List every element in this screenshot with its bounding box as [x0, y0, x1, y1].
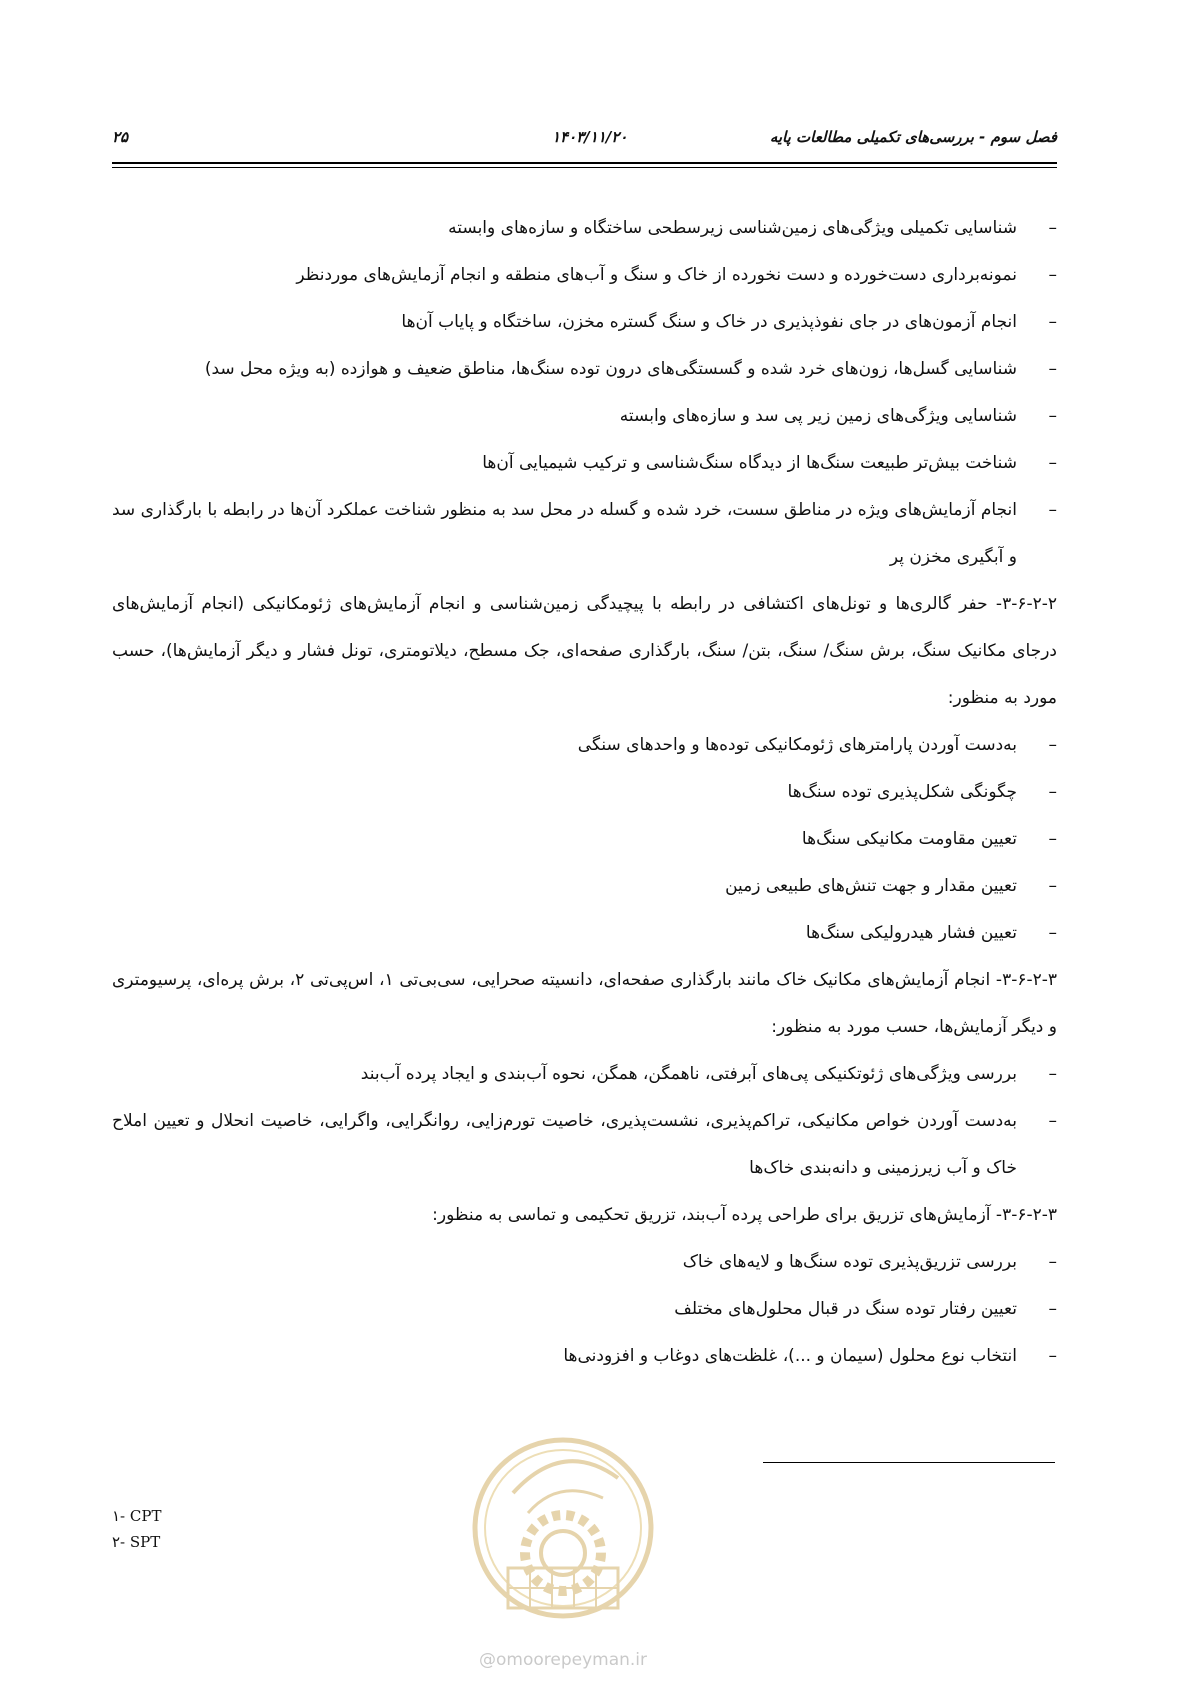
list-item-text: انتخاب نوع محلول (سیمان و ...)، غلظت‌های دوغاب و افزودنی‌ها	[563, 1346, 1017, 1366]
list-item	[112, 1286, 1057, 1333]
list-item-text: بررسی ویژگی‌های ژئوتکنیکی پی‌های آبرفتی، ناهمگن، همگن، نحوه آب‌بندی و ایجاد پرده آب‌بند	[360, 1064, 1017, 1084]
header-rule-thin	[112, 167, 1057, 168]
running-header	[112, 128, 1057, 152]
footnotes	[112, 1503, 161, 1555]
list-item-text: شناسایی ویژگی‌های زمین زیر پی سد و سازه‌های وابسته	[619, 406, 1017, 426]
section-heading-soil-mechanics: ۳-۶-۲-۳- انجام آزمایش‌های مکانیک خاک مانند بارگذاری صفحه‌ای، دانسیته صحرایی، سی‌بی‌تی ۱، اس‌پی‌تی ۲، برش پره‌ای، پرسیومتری و دیگر آزمایش‌ها، حسب مورد به منظور:	[112, 970, 1057, 1037]
bullet-dash: –	[1048, 500, 1057, 520]
list-item-text: تعیین فشار هیدرولیکی سنگ‌ها	[805, 923, 1017, 943]
bullet-list-investigations	[112, 205, 1057, 581]
list-item	[112, 1051, 1057, 1098]
bullet-dash: –	[1048, 1346, 1057, 1366]
list-item-text: انجام آزمون‌های در جای نفوذپذیری در خاک و سنگ گستره مخزن، ساختگاه و پایاب آن‌ها	[401, 312, 1017, 332]
list-item	[112, 910, 1057, 957]
list-item-text: تعیین رفتار توده سنگ در قبال محلول‌های مختلف	[674, 1299, 1017, 1319]
list-item	[112, 393, 1057, 440]
bullet-list-soil	[112, 1051, 1057, 1192]
watermark-url: @omoorepeyman.ir	[478, 1650, 648, 1670]
section-heading-grouting: ۳-۶-۲-۳- آزمایش‌های تزریق برای طراحی پرده آب‌بند، تزریق تحکیمی و تماسی به منظور:	[432, 1205, 1057, 1225]
bullet-dash: –	[1048, 1252, 1057, 1272]
list-item-text: تعیین مقاومت مکانیکی سنگ‌ها	[801, 829, 1017, 849]
bullet-dash: –	[1048, 265, 1057, 285]
watermark-logo-icon	[468, 1418, 658, 1643]
list-item	[112, 722, 1057, 769]
footnote-cpt: ۱- CPT	[112, 1507, 162, 1525]
bullet-dash: –	[1048, 359, 1057, 379]
bullet-dash: –	[1048, 453, 1057, 473]
list-item-text: شناخت بیش‌تر طبیعت سنگ‌ها از دیدگاه سنگ‌شناسی و ترکیب شیمیایی آن‌ها	[482, 453, 1017, 473]
bullet-dash: –	[1048, 782, 1057, 802]
bullet-dash: –	[1048, 1064, 1057, 1084]
list-item-text: شناسایی تکمیلی ویژگی‌های زمین‌شناسی زیرسطحی ساختگاه و سازه‌های وابسته	[448, 218, 1017, 238]
list-item	[112, 1333, 1057, 1380]
list-item	[112, 299, 1057, 346]
list-item	[112, 205, 1057, 252]
chapter-title: فصل سوم - بررسی‌های تکمیلی مطالعات پایه	[769, 128, 1057, 146]
list-item-text: به‌دست آوردن پارامترهای ژئومکانیکی توده‌ها و واحدهای سنگی	[577, 735, 1017, 755]
list-item	[112, 346, 1057, 393]
list-item-text: بررسی تزریق‌پذیری توده سنگ‌ها و لایه‌های خاک	[682, 1252, 1017, 1272]
list-item-text: نمونه‌برداری دست‌خورده و دست نخورده از خاک و سنگ و آب‌های منطقه و انجام آزمایش‌های موردنظر	[296, 265, 1017, 285]
footnote-spt: ۲- SPT	[112, 1533, 161, 1551]
bullet-list-geomechanics	[112, 722, 1057, 957]
bullet-list-grouting	[112, 1239, 1057, 1380]
document-body	[112, 205, 1057, 1380]
header-date: ۱۴۰۳/۱۱/۲۰	[552, 128, 628, 146]
list-item-text: به‌دست آوردن خواص مکانیکی، تراکم‌پذیری، نشست‌پذیری، خاصیت تورم‌زایی، روانگرایی، واگرایی، خاصیت انحلال و تعیین املاح خاک و آب زیرزمینی و دانه‌بندی خاک‌ها	[112, 1111, 1017, 1178]
list-item	[112, 440, 1057, 487]
list-item	[112, 1239, 1057, 1286]
list-item-text: چگونگی شکل‌پذیری توده سنگ‌ها	[787, 782, 1017, 802]
list-item-text: شناسایی گسل‌ها، زون‌های خرد شده و گسستگی‌های درون توده سنگ‌ها، مناطق ضعیف و هوازده (به ویژه محل سد)	[204, 359, 1017, 379]
bullet-dash: –	[1048, 312, 1057, 332]
bullet-dash: –	[1048, 829, 1057, 849]
bullet-dash: –	[1048, 406, 1057, 426]
list-item-text: تعیین مقدار و جهت تنش‌های طبیعی زمین	[725, 876, 1017, 896]
bullet-dash: –	[1048, 923, 1057, 943]
list-item	[112, 816, 1057, 863]
bullet-dash: –	[1048, 1111, 1057, 1131]
list-item-text: انجام آزمایش‌های ویژه در مناطق سست، خرد شده و گسله در محل سد به منظور شناخت عملکرد آن‌ها در رابطه با بارگذاری سد و آبگیری مخزن پر	[112, 500, 1017, 567]
list-item	[112, 863, 1057, 910]
footnote-separator	[763, 1462, 1055, 1463]
bullet-dash: –	[1048, 735, 1057, 755]
bullet-dash: –	[1048, 1299, 1057, 1319]
list-item	[112, 1098, 1057, 1192]
list-item	[112, 487, 1057, 581]
bullet-dash: –	[1048, 218, 1057, 238]
page-number: ۲۵	[112, 128, 129, 146]
watermark	[468, 1418, 658, 1678]
list-item	[112, 769, 1057, 816]
list-item	[112, 252, 1057, 299]
section-heading-galleries: ۳-۶-۲-۲- حفر گالری‌ها و تونل‌های اکتشافی در رابطه با پیچیدگی زمین‌شناسی و انجام آزمایش‌های ژئومکانیکی (انجام آزمایش‌های درجای مکانیک سنگ، برش سنگ/ سنگ، بتن/ سنگ، بارگذاری صفحه‌ای، جک مسطح، دیلاتومتری، تونل فشار و دیگر آزمایش‌ها)، حسب مورد به منظور:	[112, 594, 1057, 708]
header-rule-thick	[112, 162, 1057, 164]
bullet-dash: –	[1048, 876, 1057, 896]
